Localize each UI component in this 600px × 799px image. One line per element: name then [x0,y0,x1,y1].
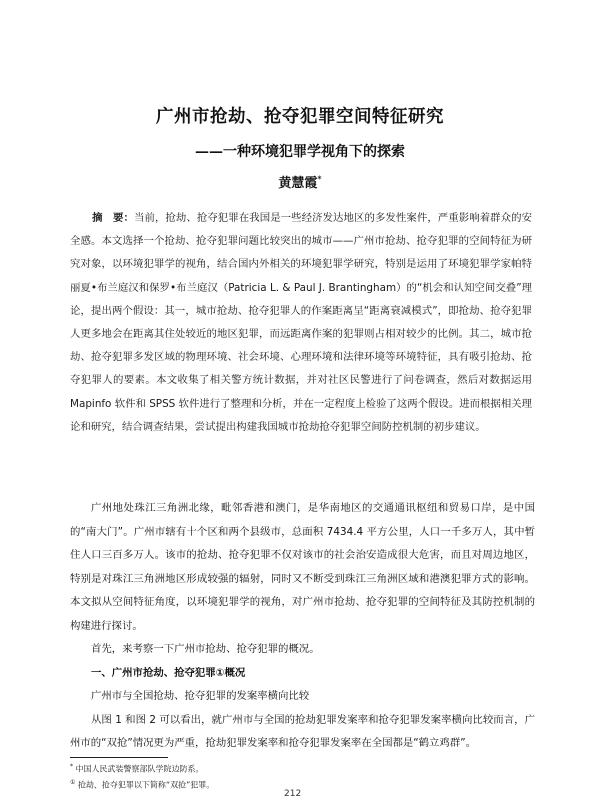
abstract-text: 当前，抢劫、抢夺犯罪在我国是一些经济发达地区的多发性案件，严重影响着群众的安全感。本文选择一个抢劫、抢夺犯罪问题比较突出的城市——广州市抢劫、抢夺犯罪的空间特征为研究对象，以环境犯罪学的视角，结合国内外相关的环境犯罪学研究，特别是运用了环境犯罪学家帕特丽夏•布兰庭汉和保罗•布兰庭汉（Patricia L. & Paul J. Brantingham）的“机会和认知空间交叠”理论，提出两个假设：其一，城市抢劫、抢夺犯罪人的作案距离呈“距离衰减模式”，即抢劫、抢夺犯罪人更多地会在距离其住处较近的地区犯罪，而远距离作案的犯罪则占相对较少的比例。其二，城市抢劫、抢夺犯罪多发区域的物理环境、社会环境、心理环境和法律环境等环境特征，具有吸引抢劫、抢夺犯罪人的要素。本文收集了相关警方统计数据，并对社区民警进行了问卷调查，然后对数据运用 Mapinfo 软件和 SPSS 软件进行了整理和分析，并在一定程度上检验了这两个假设。进而根据相关理论和研究，结合调查结果，尝试提出构建我国城市抢劫抢夺犯罪空间防控机制的初步建议。 [70,212,533,433]
body-paragraph: 广州地处珠江三角洲北缘，毗邻香港和澳门，是华南地区的交通通讯枢纽和贸易口岸，是中国的“南大门”。广州市辖有十个区和两个县级市，总面积 7434.4 平方公里，人口一千多万人，其中暂住人口三百多万人。该市的抢劫、抢夺犯罪不仅对该市的社会治安造成很大危害，而且对周边地区，特别是对珠江三角洲地区形成较强的辐射，同时又不断受到珠江三角洲区域和港澳犯罪方式的影响。本文拟从空间特征角度，以环境犯罪学的视角，对广州市抢劫、抢夺犯罪的空间特征及其防控机制的构建进行探讨。 [70,502,535,632]
section-heading: 一、广州市抢劫、抢夺犯罪①概况 [91,666,246,679]
footnote-text: 抢劫、抢夺犯罪以下简称“双抢”犯罪。 [77,780,215,790]
footnote-mark: ① [70,778,76,786]
abstract-label: 摘 要： [92,212,134,224]
subsection-heading: 广州市与全国抢劫、抢夺犯罪的发案率横向比较 [91,690,310,702]
body-paragraph: 首先，来考察一下广州市抢劫、抢夺犯罪的概况。 [91,643,320,655]
footnote [70,776,470,792]
page-number: 212 [284,789,302,799]
abstract [70,207,532,439]
footnote-text: 中国人民武装警察部队学院边防系。 [75,764,204,774]
author-name: 黄慧霞 [278,176,318,191]
footnote [70,760,470,776]
body-text [70,497,535,756]
footnote-divider [70,757,168,758]
footnotes [70,760,470,791]
author-footnote-mark: * [317,173,322,184]
body-paragraph: 从图 1 和图 2 可以看出，就广州市与全国的抢劫犯罪发案率和抢夺犯罪发案率横向比较而言，广州市的“双抢”情况更为严重，抢劫犯罪发案率和抢夺犯罪发案率在全国都是“鹤立鸡群”。 [70,713,535,749]
footnote-mark: * [70,763,73,770]
author-line [0,172,600,191]
paper-title: 广州市抢劫、抢夺犯罪空间特征研究 [156,107,444,127]
paper-subtitle: ——一种环境犯罪学视角下的探索 [195,144,405,160]
